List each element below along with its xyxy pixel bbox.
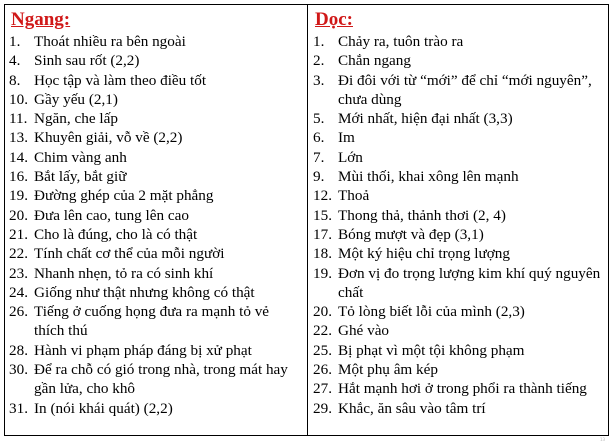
clue-text: Nhanh nhẹn, tỏ ra có sinh khí	[34, 264, 214, 282]
clue-text: Chim vàng anh	[34, 148, 127, 166]
clue-item	[313, 379, 608, 398]
clue-text: Tỏ lòng biết lỗi của mình (2,3)	[338, 303, 525, 321]
clue-number: 23.	[9, 264, 28, 282]
clue-text: Thoả	[338, 187, 370, 205]
ngang-column	[5, 5, 308, 435]
clue-text: Bị phạt vì một tội không phạm	[338, 341, 525, 359]
clue-number: 13.	[9, 129, 28, 147]
clue-text: Ghé vào	[338, 322, 390, 340]
clue-text: Bắt lấy, bắt giữ	[34, 168, 127, 186]
clue-item	[9, 283, 307, 302]
doc-clue-list	[313, 32, 608, 418]
clue-text: Một ký hiệu chỉ trọng lượng	[338, 245, 510, 263]
doc-column	[308, 5, 608, 435]
clue-number: 11.	[9, 110, 28, 128]
clue-number: 2.	[313, 52, 325, 70]
clue-item	[9, 90, 307, 109]
clue-item	[9, 32, 307, 51]
clue-text: Tiếng ở cuống họng đưa ra mạnh tỏ vẻ thích thú	[34, 303, 270, 340]
clue-number: 19.	[9, 187, 28, 205]
clue-number: 3.	[313, 71, 325, 89]
ngang-heading: Ngang:	[11, 9, 71, 30]
clue-text: In (nói khái quát) (2,2)	[34, 399, 173, 417]
clue-number: 1.	[313, 33, 325, 50]
clue-number: 4.	[9, 52, 21, 70]
clue-item	[313, 264, 608, 303]
clue-table	[4, 4, 609, 436]
clue-text: Một phụ âm kép	[338, 361, 438, 379]
clue-text: Học tập và làm theo điều tốt	[34, 71, 207, 89]
clue-item	[9, 167, 307, 186]
clue-item	[313, 71, 608, 110]
clue-number: 28.	[9, 341, 28, 359]
clue-item	[313, 399, 608, 418]
clue-number: 8.	[9, 71, 21, 89]
clue-item	[313, 109, 608, 128]
clue-item	[313, 148, 608, 167]
clue-item	[9, 128, 307, 147]
clue-text: Để ra chỗ có gió trong nhà, trong mát hay gần lửa, cho khô	[34, 361, 288, 398]
clue-number: 10.	[9, 90, 28, 108]
clue-text: Im	[338, 129, 355, 147]
clue-item	[9, 186, 307, 205]
clue-number: 21.	[9, 225, 28, 243]
clue-number: 6.	[313, 129, 325, 147]
clue-number: 19.	[313, 264, 332, 282]
clue-text: Thong thả, thảnh thơi (2, 4)	[338, 206, 506, 224]
clue-item	[313, 225, 608, 244]
clue-item	[313, 302, 608, 321]
clue-number: 18.	[313, 245, 332, 263]
clue-number: 9.	[313, 168, 325, 186]
clue-number: 30.	[9, 361, 28, 379]
clue-item	[313, 341, 608, 360]
clue-item	[313, 167, 608, 186]
clue-item	[313, 360, 608, 379]
clue-item	[9, 302, 307, 341]
clue-text: Đi đôi với từ “mới” để chỉ “mới nguyên”, chưa dùng	[338, 71, 592, 108]
clue-item	[9, 341, 307, 360]
clue-item	[9, 399, 307, 418]
clue-number: 27.	[313, 380, 332, 398]
clue-number: 20.	[9, 206, 28, 224]
clue-item	[313, 244, 608, 263]
clue-number: 7.	[313, 148, 325, 166]
clue-text: Khuyên giải, vỗ về (2,2)	[34, 129, 183, 147]
clue-text: Mới nhất, hiện đại nhất (3,3)	[338, 110, 513, 128]
clue-item	[9, 360, 307, 399]
clue-number: 26.	[313, 361, 332, 379]
doc-heading: Dọc:	[315, 9, 353, 30]
clue-text: Đưa lên cao, tung lên cao	[34, 206, 189, 224]
clue-number: 22.	[313, 322, 332, 340]
clue-number: 24.	[9, 283, 28, 301]
clue-item	[9, 264, 307, 283]
clue-text: Chảy ra, tuôn trào ra	[338, 33, 464, 50]
clue-text: Đường ghép của 2 mặt phẳng	[34, 187, 214, 205]
clue-item	[9, 225, 307, 244]
clue-text: Mùi thối, khai xông lên mạnh	[338, 168, 519, 186]
clue-text: Đơn vị đo trọng lượng kim khí quý nguyên chất	[338, 264, 601, 301]
clue-text: Hành vi phạm pháp đáng bị xử phạt	[34, 341, 252, 359]
clue-item	[9, 71, 307, 90]
clue-text: Lớn	[338, 148, 363, 166]
clue-number: 20.	[313, 303, 332, 321]
clue-number: 5.	[313, 110, 325, 128]
clue-item	[313, 51, 608, 70]
clue-text: Chắn ngang	[338, 52, 411, 70]
clue-number: 14.	[9, 148, 28, 166]
clue-text: Tính chất cơ thể của mỗi người	[34, 245, 225, 263]
clue-number: 16.	[9, 168, 28, 186]
clue-item	[9, 244, 307, 263]
clue-item	[9, 148, 307, 167]
clue-number: 26.	[9, 303, 28, 321]
clue-text: Khắc, ăn sâu vào tâm trí	[338, 399, 486, 417]
clue-item	[313, 321, 608, 340]
ngang-clue-list	[9, 32, 307, 418]
clue-item	[313, 32, 608, 51]
clue-item	[9, 109, 307, 128]
clue-text: Ngăn, che lấp	[34, 110, 118, 128]
clue-number: 31.	[9, 399, 28, 417]
clue-item	[313, 186, 608, 205]
clue-item	[313, 128, 608, 147]
clue-text: Sinh sau rốt (2,2)	[34, 52, 140, 70]
clue-text: Hắt mạnh hơi ở trong phổi ra thành tiếng	[338, 380, 587, 398]
clue-number: 17.	[313, 225, 332, 243]
clue-text: Giống như thật nhưng không có thật	[34, 283, 255, 301]
clue-text: Cho là đúng, cho là có thật	[34, 225, 198, 243]
clue-number: 1.	[9, 33, 21, 50]
clue-text: Bóng mượt và đẹp (3,1)	[338, 225, 484, 243]
page-corner-mark: 13	[600, 437, 606, 442]
clue-number: 25.	[313, 341, 332, 359]
clue-item	[9, 206, 307, 225]
clue-number: 22.	[9, 245, 28, 263]
clue-number: 12.	[313, 187, 332, 205]
clue-text: Gầy yếu (2,1)	[34, 90, 118, 108]
clue-item	[9, 51, 307, 70]
clue-number: 15.	[313, 206, 332, 224]
clue-text: Thoát nhiều ra bên ngoài	[34, 33, 186, 50]
clue-item	[313, 206, 608, 225]
clue-number: 29.	[313, 399, 332, 417]
